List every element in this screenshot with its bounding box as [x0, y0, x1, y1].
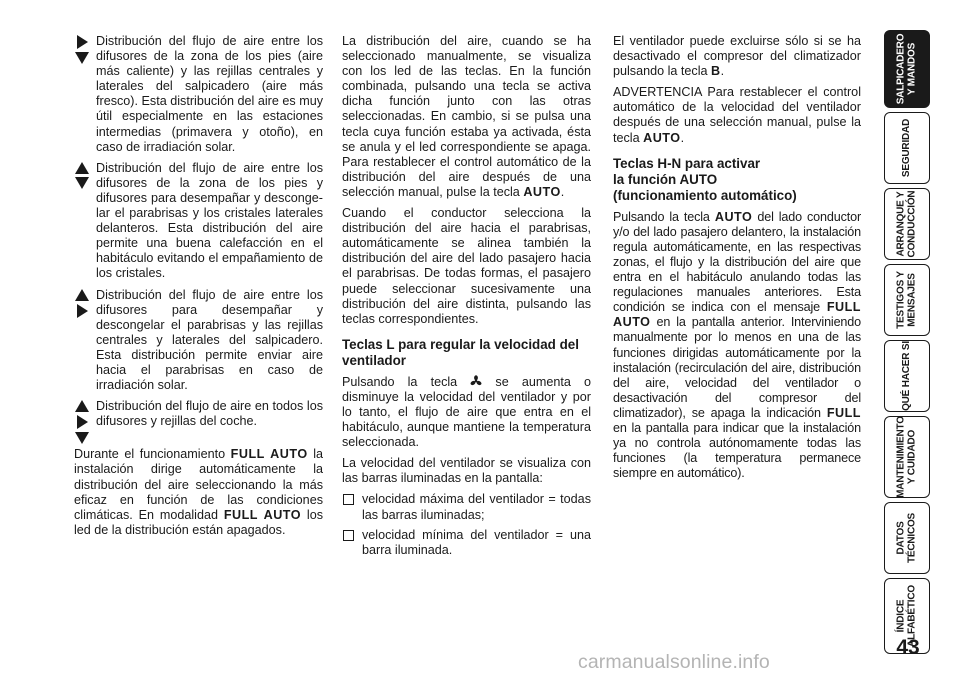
tab-indice-alfabetico[interactable]: ÍNDICE ALFABÉTICO — [884, 578, 930, 654]
airflow-icons — [74, 162, 90, 189]
paragraph: Pulsando la tecla AUTO del lado conductor y/o del lado pasajero delantero, la instalación regula automáticamente, en las respectivas zonas, el flujo y la distribución del aire que entra en el habitáculo anulando todas las regulaciones manuales anteriores. Esta condición se indica con el mensaje FULL AUTO en la pantalla anterior. Interviniendo manualmente por lo menos en una de las funciones dirigidas automáticamente por la instalación (recirculación del aire, distribución del aire, velocidad del ventilador o desactivación del compresor del climatizador), se apaga la indicación FULL en la pantalla para indicar que la instalación ya no controla autónomamente todas las funciones (la temperatura permanece siempre en automático). — [613, 209, 861, 481]
watermark: carmanualsonline.info — [578, 651, 770, 673]
arrow-down-icon — [75, 177, 89, 189]
checkbox-bullet-icon — [343, 530, 354, 541]
tab-salpicadero-y-mandos[interactable]: SALPICADERO Y MANDOS — [884, 30, 930, 108]
tab-datos-tecnicos[interactable]: DATOS TÉCNICOS — [884, 502, 930, 574]
airflow-icons — [74, 400, 90, 444]
arrow-right-icon — [77, 304, 88, 318]
list-item: velocidad máxima del ventilador = todas las barras iluminadas; — [342, 492, 591, 522]
list-item — [74, 399, 323, 445]
list-item — [74, 34, 323, 155]
airflow-icons — [74, 289, 90, 318]
paragraph: La velocidad del ventilador se visualiza con las barras iluminadas en la pantalla: — [342, 456, 591, 486]
list-item-text: Distribución del flujo de aire entre los difusores para desempañar y descongelar el parabrisas y las rejillas centrales y laterales del salpicadero. Esta distribución permite enviar aire hacia el parabrisas en caso de irradiación solar. — [96, 287, 323, 393]
paragraph: La distribución del aire, cuando se ha seleccionado manualmente, se visualiza con los led de las teclas. En la función combinada, pulsando una tecla se activa dicha función junto con las otras seleccionadas. En cambio, si se pulsa una tecla cuya función estaba ya activada, ésta se anula y el led correspondiente se apaga. Para restablecer el control automático de la distribución del aire después de una selección manual, pulse la tecla AUTO. — [342, 34, 591, 199]
paragraph: Durante el funcionamiento FULL AUTO la instalación dirige automáticamente la distribución del aire seleccionando la más eficaz en función de las condiciones climáticas. En modalidad FULL AUTO los led de la distribución están apagados. — [74, 447, 324, 537]
tab-mantenimiento-y-cuidado[interactable]: MANTENIMIENTO Y CUIDADO — [884, 416, 930, 498]
arrow-up-icon — [75, 162, 89, 174]
arrow-up-icon — [75, 289, 89, 301]
paragraph: Pulsando la tecla se aumenta o disminuye la velocidad del ventilador y por lo tanto, el flujo de aire que entra en el habitáculo, aunque mantiene la temperatura seleccionada. — [342, 374, 591, 450]
arrow-down-icon — [75, 432, 89, 444]
list-item-text: Distribución del flujo de aire entre los difusores de la zona de los pies (aire más caliente) y las rejillas centrales y laterales del salpicadero (aire más fresco). Esta distribución del aire es muy útil especialmente en las estaciones intermedias (primavera y otoño), en caso de irradiación solar. — [96, 34, 323, 154]
arrow-right-icon — [77, 415, 88, 429]
arrow-down-icon — [75, 52, 89, 64]
page-number: 43 — [896, 636, 920, 659]
paragraph: Cuando el conductor selecciona la distribución del aire hacia el parabrisas, automáticamente se alinea también la distribución del aire del lado pasajero hacia el parabrisas. De todas formas, el pasajero puede seleccionar sucesivamente una distribución del aire distinta, pulsando las teclas correspondientes. — [342, 206, 591, 326]
section-heading: Teclas H-N para activar la función AUTO (funcionamiento automático) — [613, 155, 797, 203]
list-item: velocidad mínima del ventilador = una barra iluminada. — [342, 528, 591, 558]
tab-seguridad[interactable]: SEGURIDAD — [884, 112, 930, 184]
checkbox-bullet-icon — [343, 494, 354, 505]
section-heading: Teclas L para regular la velocidad del ventilador — [342, 336, 579, 368]
paragraph: ADVERTENCIA Para restablecer el control automático de la velocidad del ventilador después de una selección manual, pulse la tecla AUTO. — [613, 85, 861, 145]
airflow-icons — [74, 35, 90, 64]
arrow-up-icon — [75, 400, 89, 412]
list-item — [74, 161, 323, 282]
list-item-text: Distribución del flujo de aire en todos los difusores y rejillas del coche. — [96, 399, 323, 429]
tab-arranque-y-conduccion[interactable]: ARRANQUE Y CONDUCCIÓN — [884, 188, 930, 260]
text-column-2 — [342, 34, 591, 563]
tab-testigos-y-mensajes[interactable]: TESTIGOS Y MENSAJES — [884, 264, 930, 336]
tab-que-hacer-si[interactable]: QUÉ HACER SI — [884, 340, 930, 412]
text-column-1 — [74, 34, 323, 544]
text-column-3 — [613, 34, 861, 487]
arrow-right-icon — [77, 35, 88, 49]
fan-icon — [470, 375, 482, 387]
list-item-text: Distribución del flujo de aire entre los difusores de la zona de los pies y difusores para desempañar y descongelar el parabrisas y los cristales laterales delanteros. Esta distribución del aire permite una buena calefacción en el habitáculo evitando el empañamiento de los cristales. — [96, 160, 323, 281]
list-item — [74, 288, 323, 394]
paragraph: El ventilador puede excluirse sólo si se ha desactivado el compresor del climatizador pulsando la tecla B. — [613, 34, 861, 79]
